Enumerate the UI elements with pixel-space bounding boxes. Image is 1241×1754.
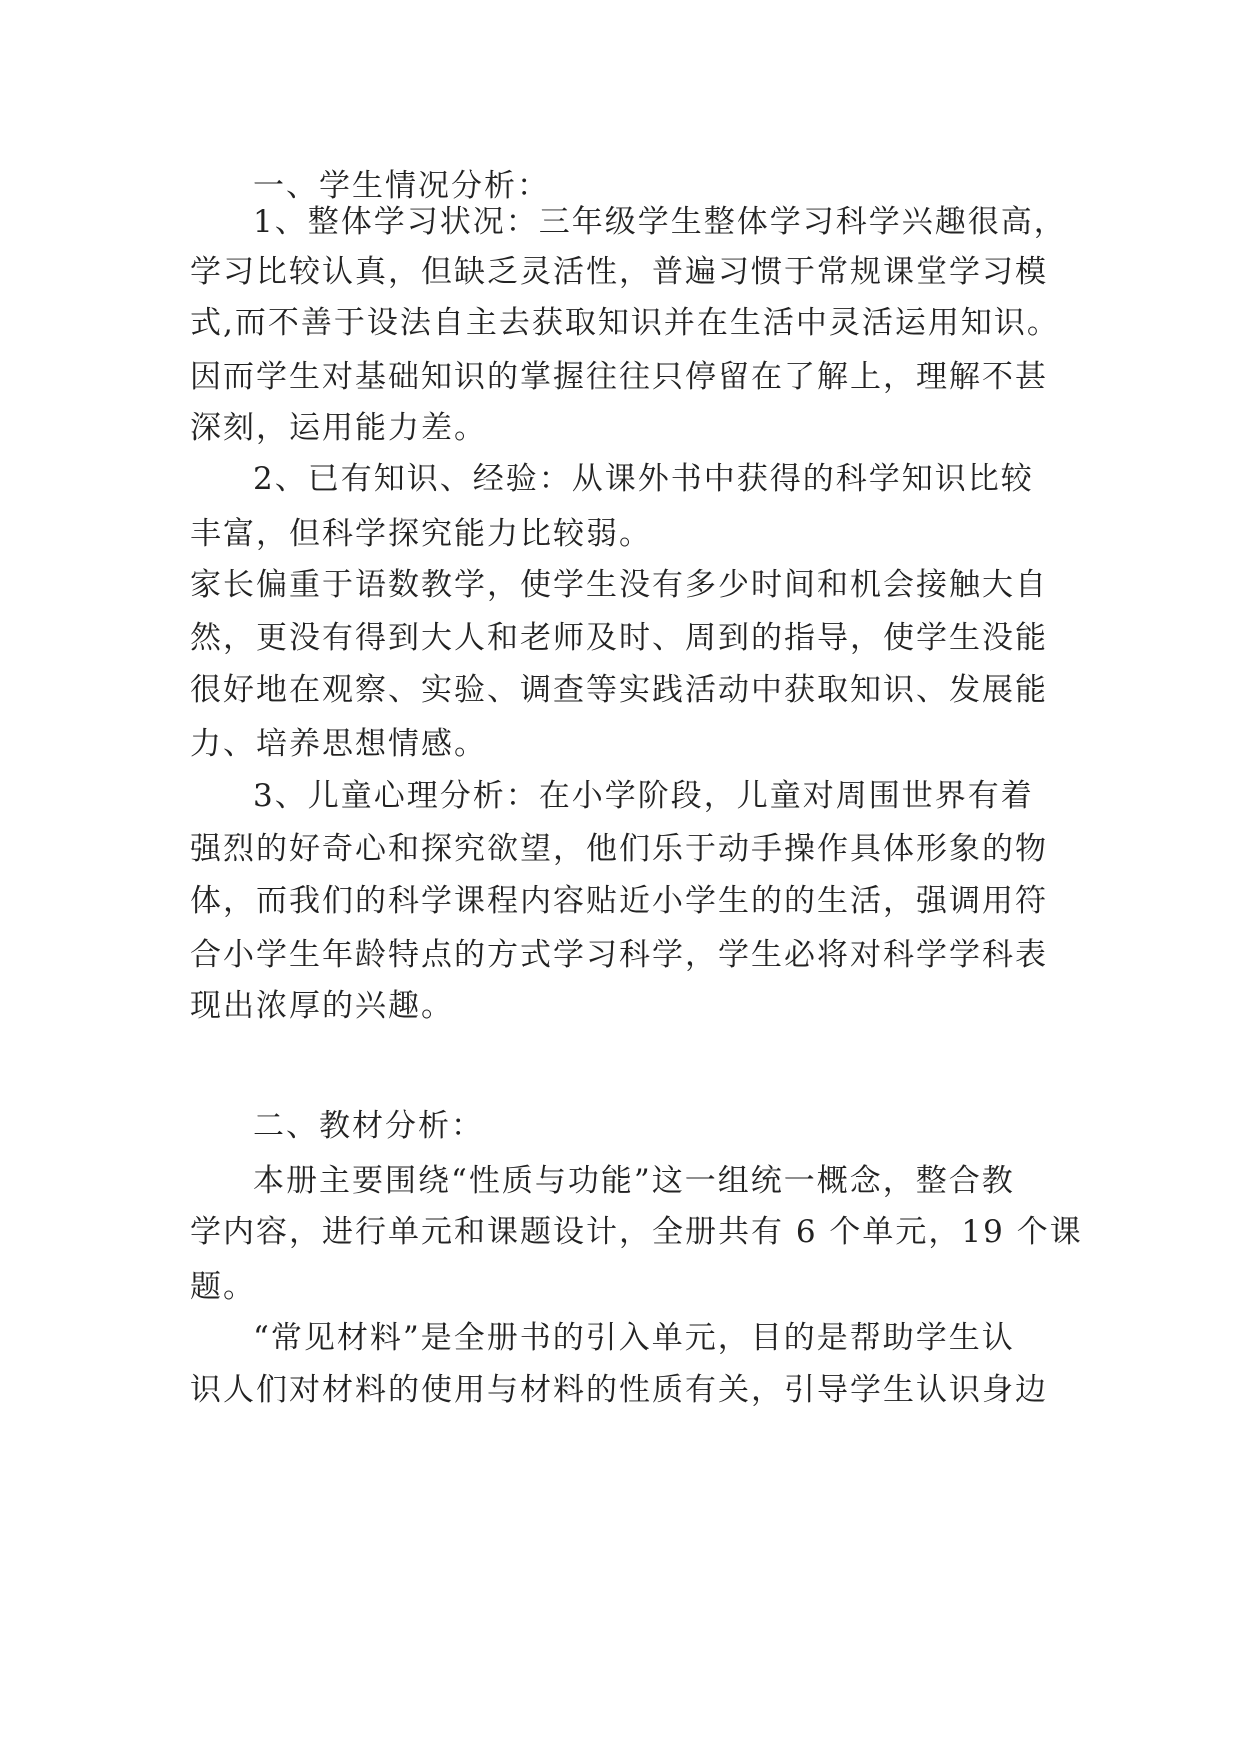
section-heading-student-analysis: 一、学生情况分析： (253, 168, 550, 204)
paragraph-line: 本册主要围绕“性质与功能”这一组统一概念，整合教 (253, 1163, 1015, 1199)
paragraph-line: 因而学生对基础知识的掌握往往只停留在了解上，理解不甚 (190, 359, 1048, 395)
paragraph-line: 家长偏重于语数教学，使学生没有多少时间和机会接触大自 (190, 567, 1048, 603)
section-heading-textbook-analysis: 二、教材分析： (253, 1108, 484, 1144)
paragraph-line: 深刻，运用能力差。 (190, 410, 487, 446)
paragraph-line: 3、儿童心理分析：在小学阶段，儿童对周围世界有着 (253, 778, 1034, 814)
paragraph-line: 合小学生年龄特点的方式学习科学，学生必将对科学学科表 (190, 937, 1048, 973)
paragraph-line: 体，而我们的科学课程内容贴近小学生的的生活，强调用符 (190, 883, 1048, 919)
paragraph-line: “常见材料”是全册书的引入单元，目的是帮助学生认 (253, 1320, 1015, 1356)
paragraph-line: 1、整体学习状况：三年级学生整体学习科学兴趣很高， (253, 204, 1067, 240)
paragraph-line: 学习比较认真，但缺乏灵活性，普遍习惯于常规课堂学习模 (190, 254, 1048, 290)
paragraph-line: 题。 (190, 1269, 256, 1305)
paragraph-line: 很好地在观察、实验、调查等实践活动中获取知识、发展能 (190, 672, 1048, 708)
paragraph-line: 然，更没有得到大人和老师及时、周到的指导，使学生没能 (190, 620, 1048, 656)
paragraph-line: 强烈的好奇心和探究欲望，他们乐于动手操作具体形象的物 (190, 831, 1048, 867)
paragraph-line: 式,而不善于设法自主去获取知识并在生活中灵活运用知识。 (190, 305, 1060, 341)
paragraph-line: 识人们对材料的使用与材料的性质有关，引导学生认识身边 (190, 1372, 1048, 1408)
paragraph-line: 力、培养思想情感。 (190, 726, 487, 762)
paragraph-line: 现出浓厚的兴趣。 (190, 988, 454, 1024)
paragraph-line: 丰富，但科学探究能力比较弱。 (190, 516, 652, 552)
paragraph-line: 2、已有知识、经验：从课外书中获得的科学知识比较 (253, 461, 1034, 497)
paragraph-line: 学内容，进行单元和课题设计，全册共有 6 个单元，19 个课 (190, 1214, 1083, 1250)
